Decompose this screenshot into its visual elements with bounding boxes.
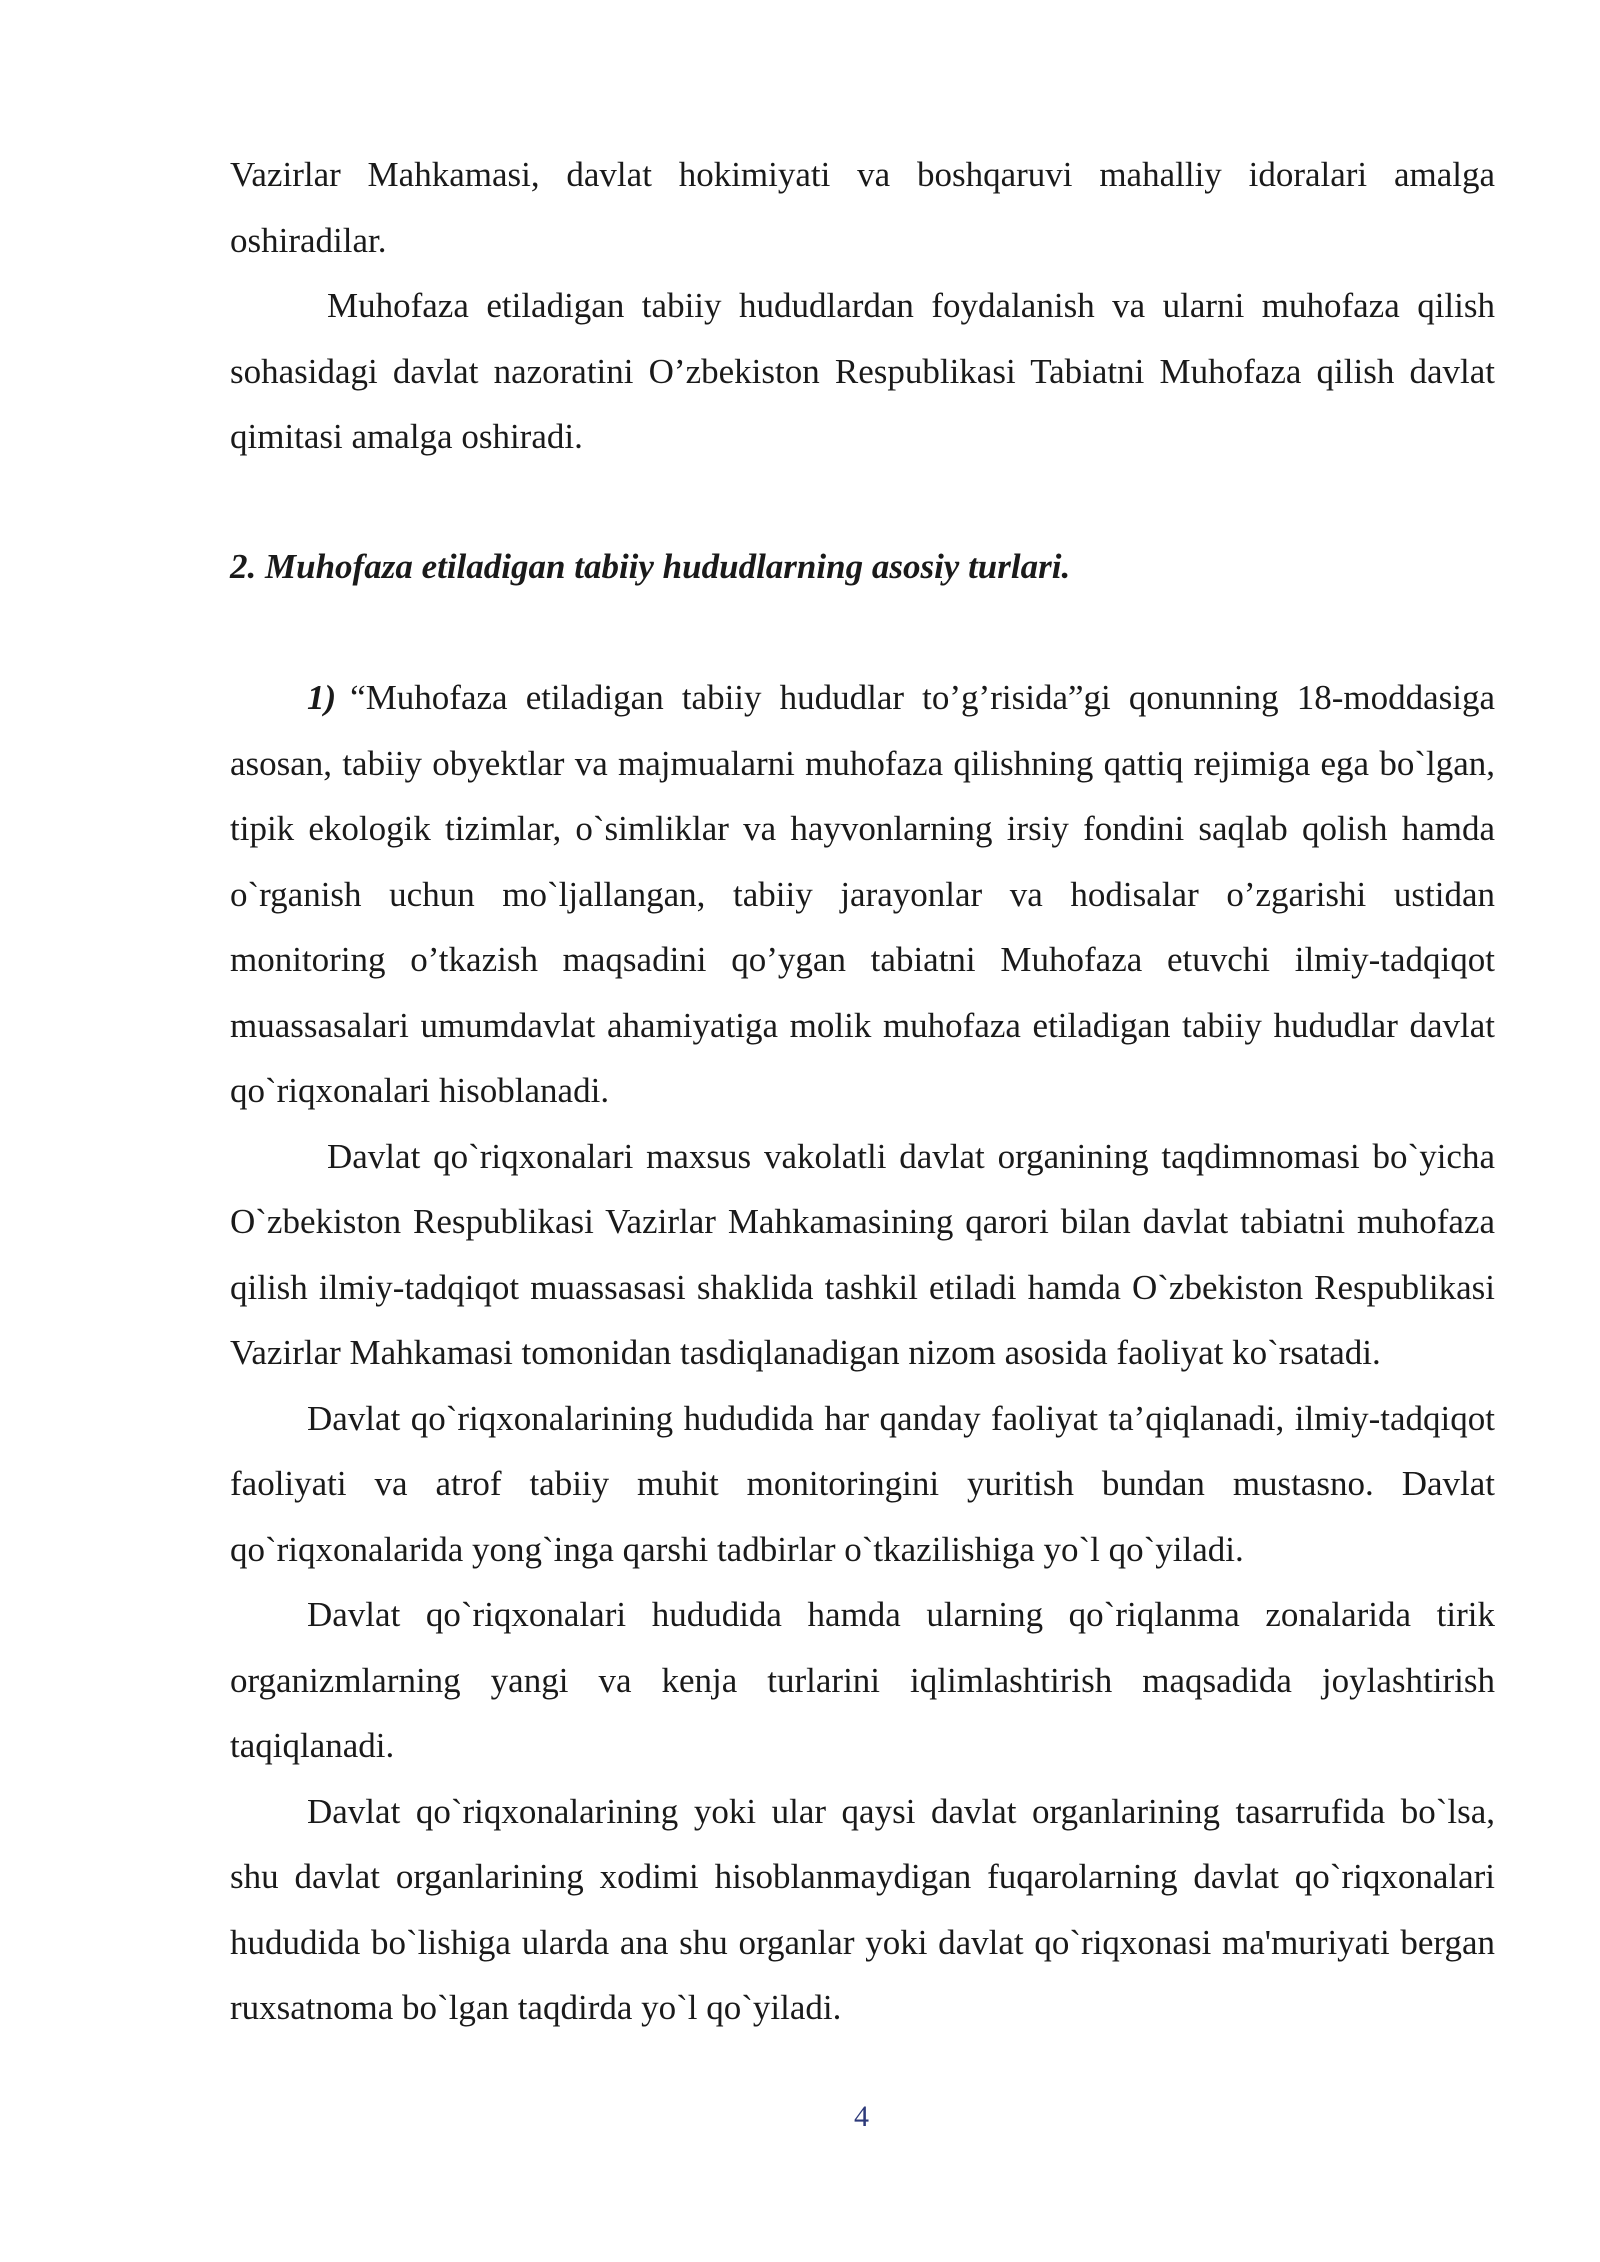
list-item-number: 1) [307, 678, 337, 717]
document-page [230, 142, 1495, 2041]
paragraph-intro: Vazirlar Mahkamasi, davlat hokimiyati va boshqaruvi mahalliy idoralari amalga oshiradilar. [230, 155, 1495, 260]
paragraph-state-control: Muhofaza etiladigan tabiiy hududlardan foydalanish va ularni muhofaza qilish sohasidagi davlat nazoratini O’zbekiston Respublikasi Tabiatni Muhofaza qilish davlat qimitasi amalga oshiradi. [230, 286, 1495, 456]
list-item-1 [230, 665, 1495, 1124]
paragraph-reserves-activity: Davlat qo`riqxonalarining hududida har qanday faoliyat ta’qiqlanadi, ilmiy-tadqiqot faoliyati va atrof tabiiy muhit monitoringini yuritish bundan mustasno. Davlat qo`riqxonalarida yong`inga qarshi tadbirlar o`tkazilishiga yo`l qo`yiladi. [230, 1398, 1495, 1569]
paragraph-reserves-acclimatization: Davlat qo`riqxonalari hududida hamda ularning qo`riqlanma zonalarida tirik organizmlarning yangi va kenja turlarini iqlimlashtirish maqsadida joylashtirish taqiqlanadi. [230, 1595, 1495, 1765]
list-item-text: “Muhofaza etiladigan tabiiy hududlar to’g’risida”gi qonunning 18-moddasiga asosan, tabiiy obyektlar va majmualarni muhofaza qilishning qattiq rejimiga ega bo`lgan, tipik ekologik tizimlar, o`simliklar va hayvonlarning irsiy fondini saqlab qolish hamda o`rganish uchun mo`ljallangan, tabiiy jarayonlar va hodisalar o’zgarishi ustidan monitoring o’tkazish maqsadini qo’ygan tabiatni Muhofaza etuvchi ilmiy-tadqiqot muassasalari umumdavlat ahamiyatiga molik muhofaza etiladigan tabiiy hududlar davlat qo`riqxonalari hisoblanadi. [230, 678, 1495, 1110]
section-heading: 2. Muhofaza etiladigan tabiiy hududlarning asosiy turlari. [230, 546, 1071, 586]
paragraph-reserves-access: Davlat qo`riqxonalarining yoki ular qaysi davlat organlarining tasarrufida bo`lsa, shu davlat organlarining xodimi hisoblanmaydigan fuqarolarning davlat qo`riqxonalari hududida bo`lishiga ularda ana shu organlar yoki davlat qo`riqxonasi ma'muriyati bergan ruxsatnoma bo`lgan taqdirda yo`l qo`yiladi. [230, 1791, 1495, 2027]
page-number: 4 [854, 2100, 869, 2133]
paragraph-reserves-establishment: Davlat qo`riqxonalari maxsus vakolatli davlat organining taqdimnomasi bo`yicha O`zbekiston Respublikasi Vazirlar Mahkamasining qarori bilan davlat tabiatni muhofaza qilish ilmiy-tadqiqot muassasasi shaklida tashkil etiladi hamda O`zbekiston Respublikasi Vazirlar Mahkamasi tomonidan tasdiqlanadigan nizom asosida faoliyat ko`rsatadi. [230, 1136, 1495, 1372]
